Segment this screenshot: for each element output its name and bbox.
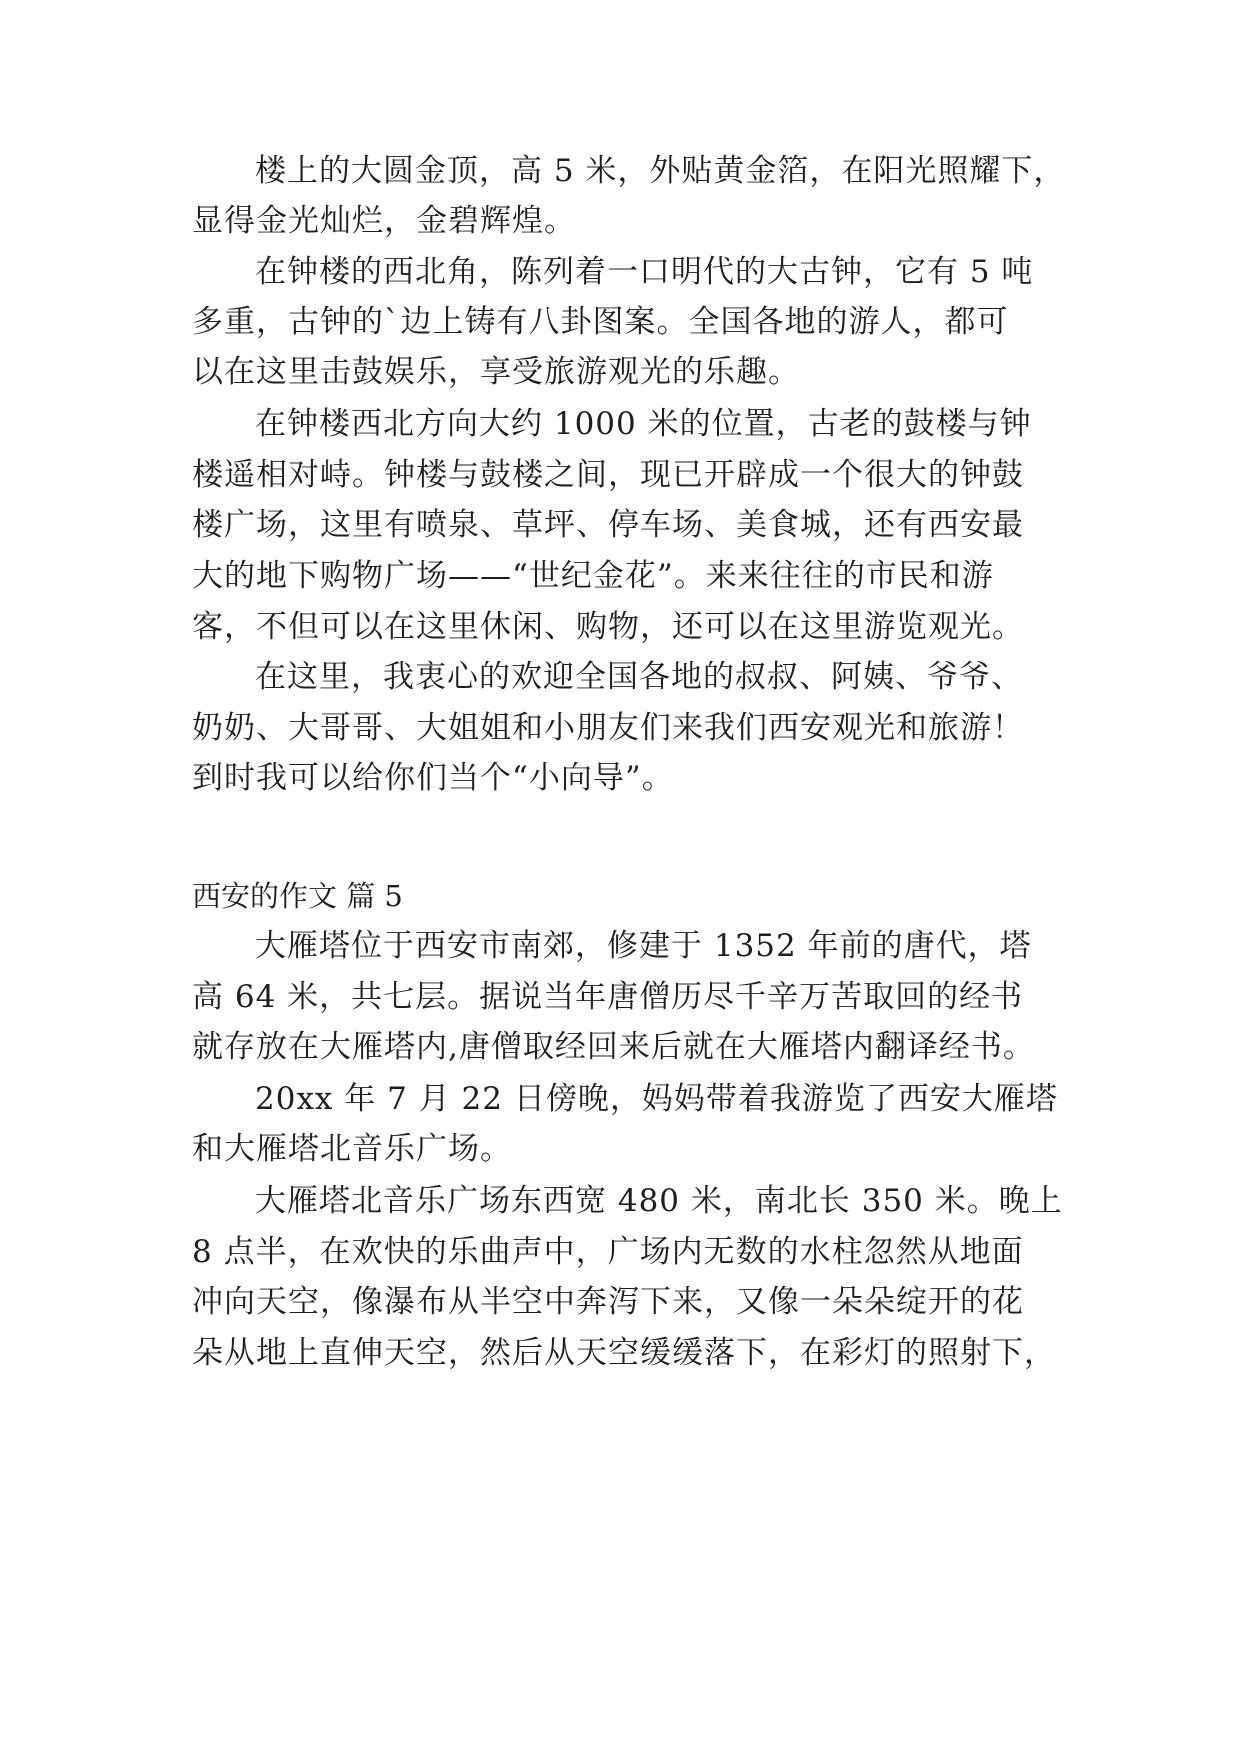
paragraph-line: 和大雁塔北音乐广场。 <box>192 1131 512 1167</box>
paragraph-line: 就存放在大雁塔内,唐僧取经回来后就在大雁塔内翻译经书。 <box>192 1029 1035 1065</box>
paragraph-line: 8 点半，在欢快的乐曲声中，广场内无数的水柱忽然从地面 <box>192 1234 1024 1270</box>
paragraph-line: 高 64 米，共七层。据说当年唐僧历尽千辛万苦取回的经书 <box>192 979 1024 1015</box>
paragraph-line: 在钟楼西北方向大约 1000 米的位置，古老的鼓楼与钟 <box>255 406 1032 442</box>
paragraph-line: 朵从地上直伸天空，然后从天空缓缓落下，在彩灯的照射下， <box>192 1335 1056 1371</box>
paragraph-line: 20xx 年 7 月 22 日傍晚，妈妈带着我游览了西安大雁塔 <box>255 1081 1058 1117</box>
paragraph-line: 楼广场，这里有喷泉、草坪、停车场、美食城，还有西安最 <box>192 507 1024 543</box>
paragraph-line: 客，不但可以在这里休闲、购物，还可以在这里游览观光。 <box>192 609 1024 645</box>
paragraph-line: 在这里，我衷心的欢迎全国各地的叔叔、阿姨、爷爷、 <box>255 659 1023 695</box>
paragraph-line: 楼上的大圆金顶，高 5 米，外贴黄金箔，在阳光照耀下， <box>255 153 1066 189</box>
paragraph-line: 以在这里击鼓娱乐，享受旅游观光的乐趣。 <box>192 354 800 390</box>
paragraph-line: 冲向天空，像瀑布从半空中奔泻下来，又像一朵朵绽开的花 <box>192 1284 1024 1320</box>
paragraph-line: 奶奶、大哥哥、大姐姐和小朋友们来我们西安观光和旅游！ <box>192 710 1024 746</box>
section-title: 西安的作文 篇 5 <box>192 879 403 913</box>
paragraph-line: 到时我可以给你们当个“小向导”。 <box>192 760 674 796</box>
paragraph-line: 大雁塔北音乐广场东西宽 480 米，南北长 350 米。晚上 <box>255 1183 1063 1219</box>
paragraph-line: 在钟楼的西北角，陈列着一口明代的大古钟，它有 5 吨 <box>255 254 1034 290</box>
paragraph-line: 显得金光灿烂，金碧辉煌。 <box>192 203 576 239</box>
paragraph-line: 大雁塔位于西安市南郊，修建于 1352 年前的唐代，塔 <box>255 928 1032 964</box>
paragraph-line: 多重，古钟的`边上铸有八卦图案。全国各地的游人，都可 <box>192 304 1009 340</box>
paragraph-line: 大的地下购物广场——“世纪金花”。来来往往的市民和游 <box>192 558 994 594</box>
paragraph-line: 楼遥相对峙。钟楼与鼓楼之间，现已开辟成一个很大的钟鼓 <box>192 457 1024 493</box>
